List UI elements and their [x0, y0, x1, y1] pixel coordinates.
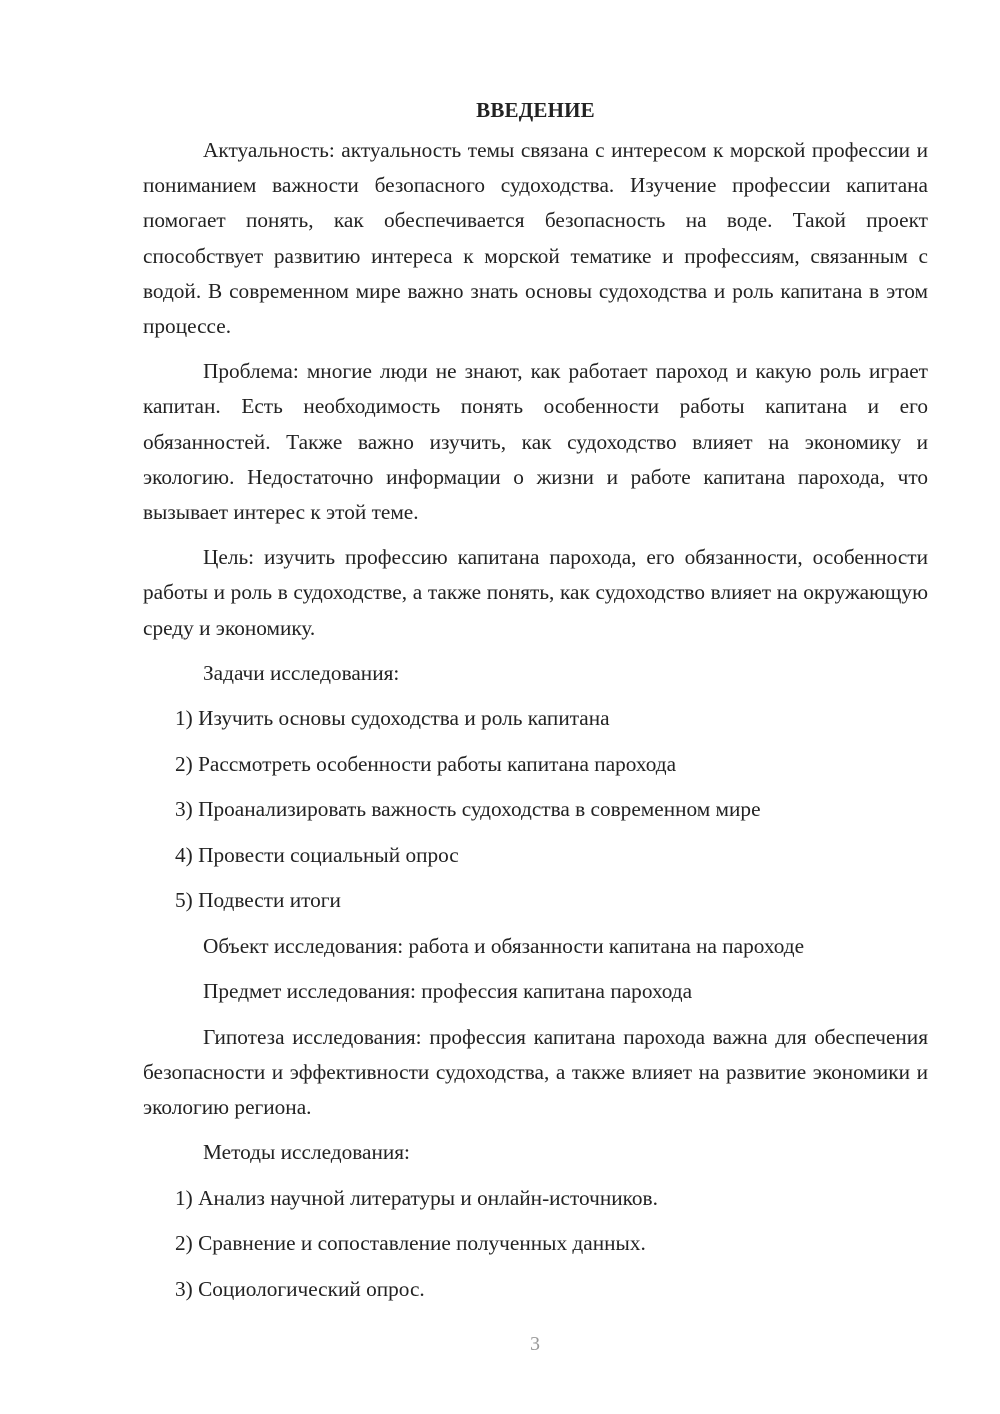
methods-label: Методы исследования:	[203, 1140, 410, 1165]
section-title: ВВЕДЕНИЕ	[476, 98, 595, 122]
object-line: Объект исследования: работа и обязанности капитана на пароходе	[203, 933, 805, 958]
page-number: 3	[530, 1333, 540, 1355]
list-item: 2) Сравнение и сопоставление полученных данных.	[175, 1231, 646, 1256]
methods-list	[143, 1181, 928, 1307]
hypothesis-paragraph: Гипотеза исследования: профессия капитана парохода важна для обеспечения безопасности и эффективности судоходства, а также влияет на развитие экономики и экологию региона.	[143, 1024, 928, 1120]
goal-paragraph: Цель: изучить профессию капитана парохода, его обязанности, особенности работы и роль в судоходстве, а также понять, как судоходство влияет на окружающую среду и экономику.	[143, 545, 928, 640]
list-item: 3) Социологический опрос.	[175, 1276, 425, 1301]
document-page	[143, 95, 928, 1317]
problem-paragraph: Проблема: многие люди не знают, как работает пароход и какую роль играет капитан. Есть необходимость понять особенности работы капитана и его обязанностей. Также важно изучить, как судоходство влияет на экономику и экологию. Недостаточно информации о жизни и работе капитана парохода, что вызывает интерес к этой теме.	[143, 359, 928, 525]
list-item: 1) Анализ научной литературы и онлайн-источников.	[175, 1185, 658, 1210]
tasks-label: Задачи исследования:	[203, 660, 400, 685]
list-item: 2) Рассмотреть особенности работы капитана парохода	[175, 751, 677, 776]
list-item: 4) Провести социальный опрос	[175, 842, 459, 867]
tasks-list	[143, 701, 928, 918]
relevance-paragraph: Актуальность: актуальность темы связана с интересом к морской профессии и пониманием важности безопасного судоходства. Изучение профессии капитана помогает понять, как обеспечивается безопасность на воде. Такой проект способствует развитию интереса к морской тематике и профессиям, связанным с водой. В современном мире важно знать основы судоходства и роль капитана в этом процессе.	[143, 138, 928, 339]
subject-line: Предмет исследования: профессия капитана парохода	[203, 979, 693, 1004]
list-item: 5) Подвести итоги	[175, 888, 341, 913]
list-item: 3) Проанализировать важность судоходства в современном мире	[175, 797, 761, 822]
list-item: 1) Изучить основы судоходства и роль капитана	[175, 706, 610, 731]
